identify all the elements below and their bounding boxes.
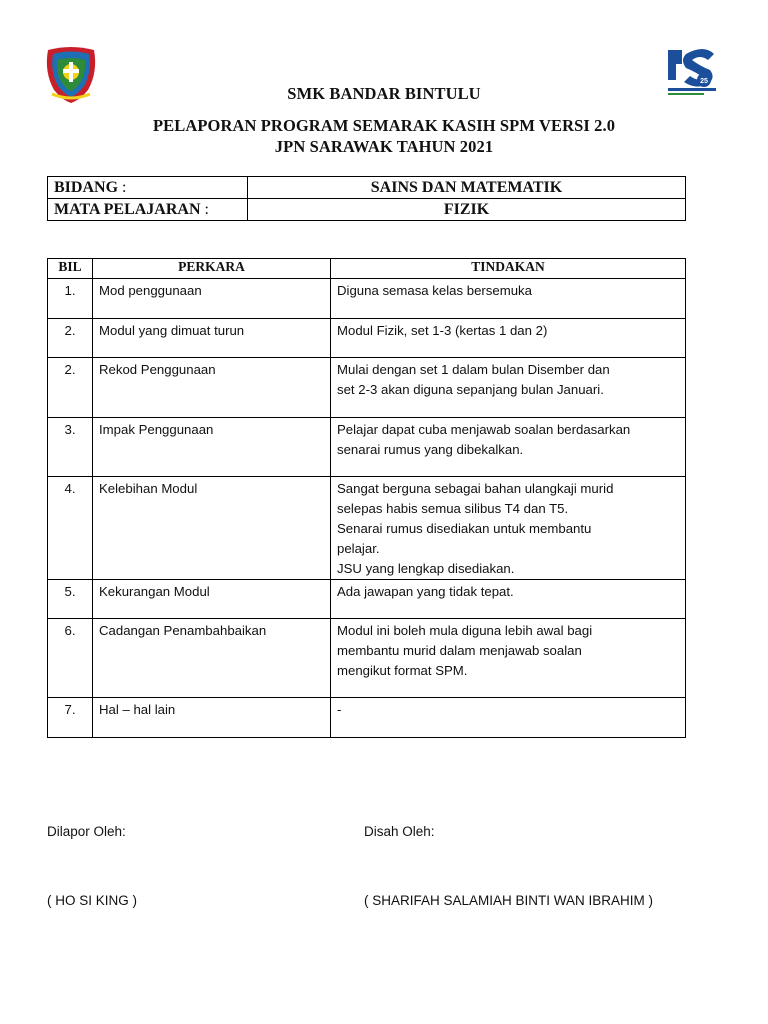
bidang-label: BIDANG <box>54 178 119 196</box>
table-row <box>48 358 686 418</box>
tindakan-line: JSU yang lengkap disediakan. <box>337 561 515 576</box>
row-tindakan <box>331 358 686 418</box>
table-row <box>48 580 686 619</box>
report-title-line2: JPN SARAWAK TAHUN 2021 <box>274 137 494 156</box>
table-row <box>48 698 686 738</box>
row-bil: 4. <box>48 477 93 580</box>
row-perkara: Modul yang dimuat turun <box>93 319 331 358</box>
tindakan-line: Senarai rumus disediakan untuk membantu <box>337 521 592 536</box>
tindakan-line: senarai rumus yang dibekalkan. <box>337 442 524 457</box>
row-perkara: Hal – hal lain <box>93 698 331 738</box>
row-bil: 3. <box>48 418 93 477</box>
row-bil: 1. <box>48 279 93 319</box>
subject-row <box>48 199 686 221</box>
row-tindakan <box>331 418 686 477</box>
subject-label: MATA PELAJARAN <box>54 200 201 218</box>
table-row <box>48 319 686 358</box>
row-bil: 5. <box>48 580 93 619</box>
row-bil: 7. <box>48 698 93 738</box>
tindakan-line: set 2-3 akan diguna sepanjang bulan Januari. <box>337 382 604 397</box>
tindakan-line: pelajar. <box>337 541 380 556</box>
row-bil: 2. <box>48 319 93 358</box>
subject-separator: : <box>204 200 209 218</box>
row-perkara: Cadangan Penambahbaikan <box>93 619 331 698</box>
row-tindakan <box>331 580 686 619</box>
table-row <box>48 279 686 319</box>
header-tindakan: TINDAKAN <box>331 259 686 279</box>
approved-by-name: ( SHARIFAH SALAMIAH BINTI WAN IBRAHIM ) <box>364 893 654 908</box>
row-perkara: Kekurangan Modul <box>93 580 331 619</box>
table-row <box>48 477 686 580</box>
svg-text:25: 25 <box>700 78 708 85</box>
tindakan-line: - <box>337 702 342 717</box>
info-table <box>47 176 686 221</box>
row-tindakan <box>331 698 686 738</box>
tindakan-line: Pelajar dapat cuba menjawab soalan berdasarkan <box>337 422 631 437</box>
header-bil: BIL <box>48 259 93 279</box>
tindakan-line: Modul Fizik, set 1-3 (kertas 1 dan 2) <box>337 323 548 338</box>
approved-by-label: Disah Oleh: <box>364 824 435 839</box>
table-header-row <box>48 259 686 279</box>
row-perkara: Mod penggunaan <box>93 279 331 319</box>
report-table <box>47 258 686 738</box>
table-row <box>48 418 686 477</box>
tindakan-line: Diguna semasa kelas bersemuka <box>337 283 532 298</box>
bidang-row <box>48 177 686 199</box>
subject-label-cell <box>48 199 248 221</box>
bidang-value: SAINS DAN MATEMATIK <box>248 177 686 199</box>
table-row <box>48 619 686 698</box>
row-perkara: Kelebihan Modul <box>93 477 331 580</box>
row-tindakan <box>331 279 686 319</box>
row-tindakan <box>331 619 686 698</box>
tindakan-line: mengikut format SPM. <box>337 663 468 678</box>
tindakan-line: Mulai dengan set 1 dalam bulan Disember dan <box>337 362 610 377</box>
row-bil: 6. <box>48 619 93 698</box>
bidang-label-cell <box>48 177 248 199</box>
tindakan-line: Modul ini boleh mula diguna lebih awal bagi <box>337 623 593 638</box>
row-perkara: Impak Penggunaan <box>93 418 331 477</box>
reported-by-name: ( HO SI KING ) <box>47 893 138 908</box>
tindakan-line: Ada jawapan yang tidak tepat. <box>337 584 514 599</box>
bidang-separator: : <box>122 178 127 196</box>
tindakan-line: membantu murid dalam menjawab soalan <box>337 643 582 658</box>
tindakan-line: Sangat berguna sebagai bahan ulangkaji murid <box>337 481 614 496</box>
row-perkara: Rekod Penggunaan <box>93 358 331 418</box>
header-perkara: PERKARA <box>93 259 331 279</box>
subject-value: FIZIK <box>248 199 686 221</box>
row-tindakan <box>331 319 686 358</box>
report-title-line1: PELAPORAN PROGRAM SEMARAK KASIH SPM VERSI 2.0 <box>152 116 616 135</box>
row-bil: 2. <box>48 358 93 418</box>
reported-by-label: Dilapor Oleh: <box>47 824 126 839</box>
row-tindakan <box>331 477 686 580</box>
tindakan-line: selepas habis semua silibus T4 dan T5. <box>337 501 569 516</box>
school-name: SMK BANDAR BINTULU <box>287 84 481 103</box>
